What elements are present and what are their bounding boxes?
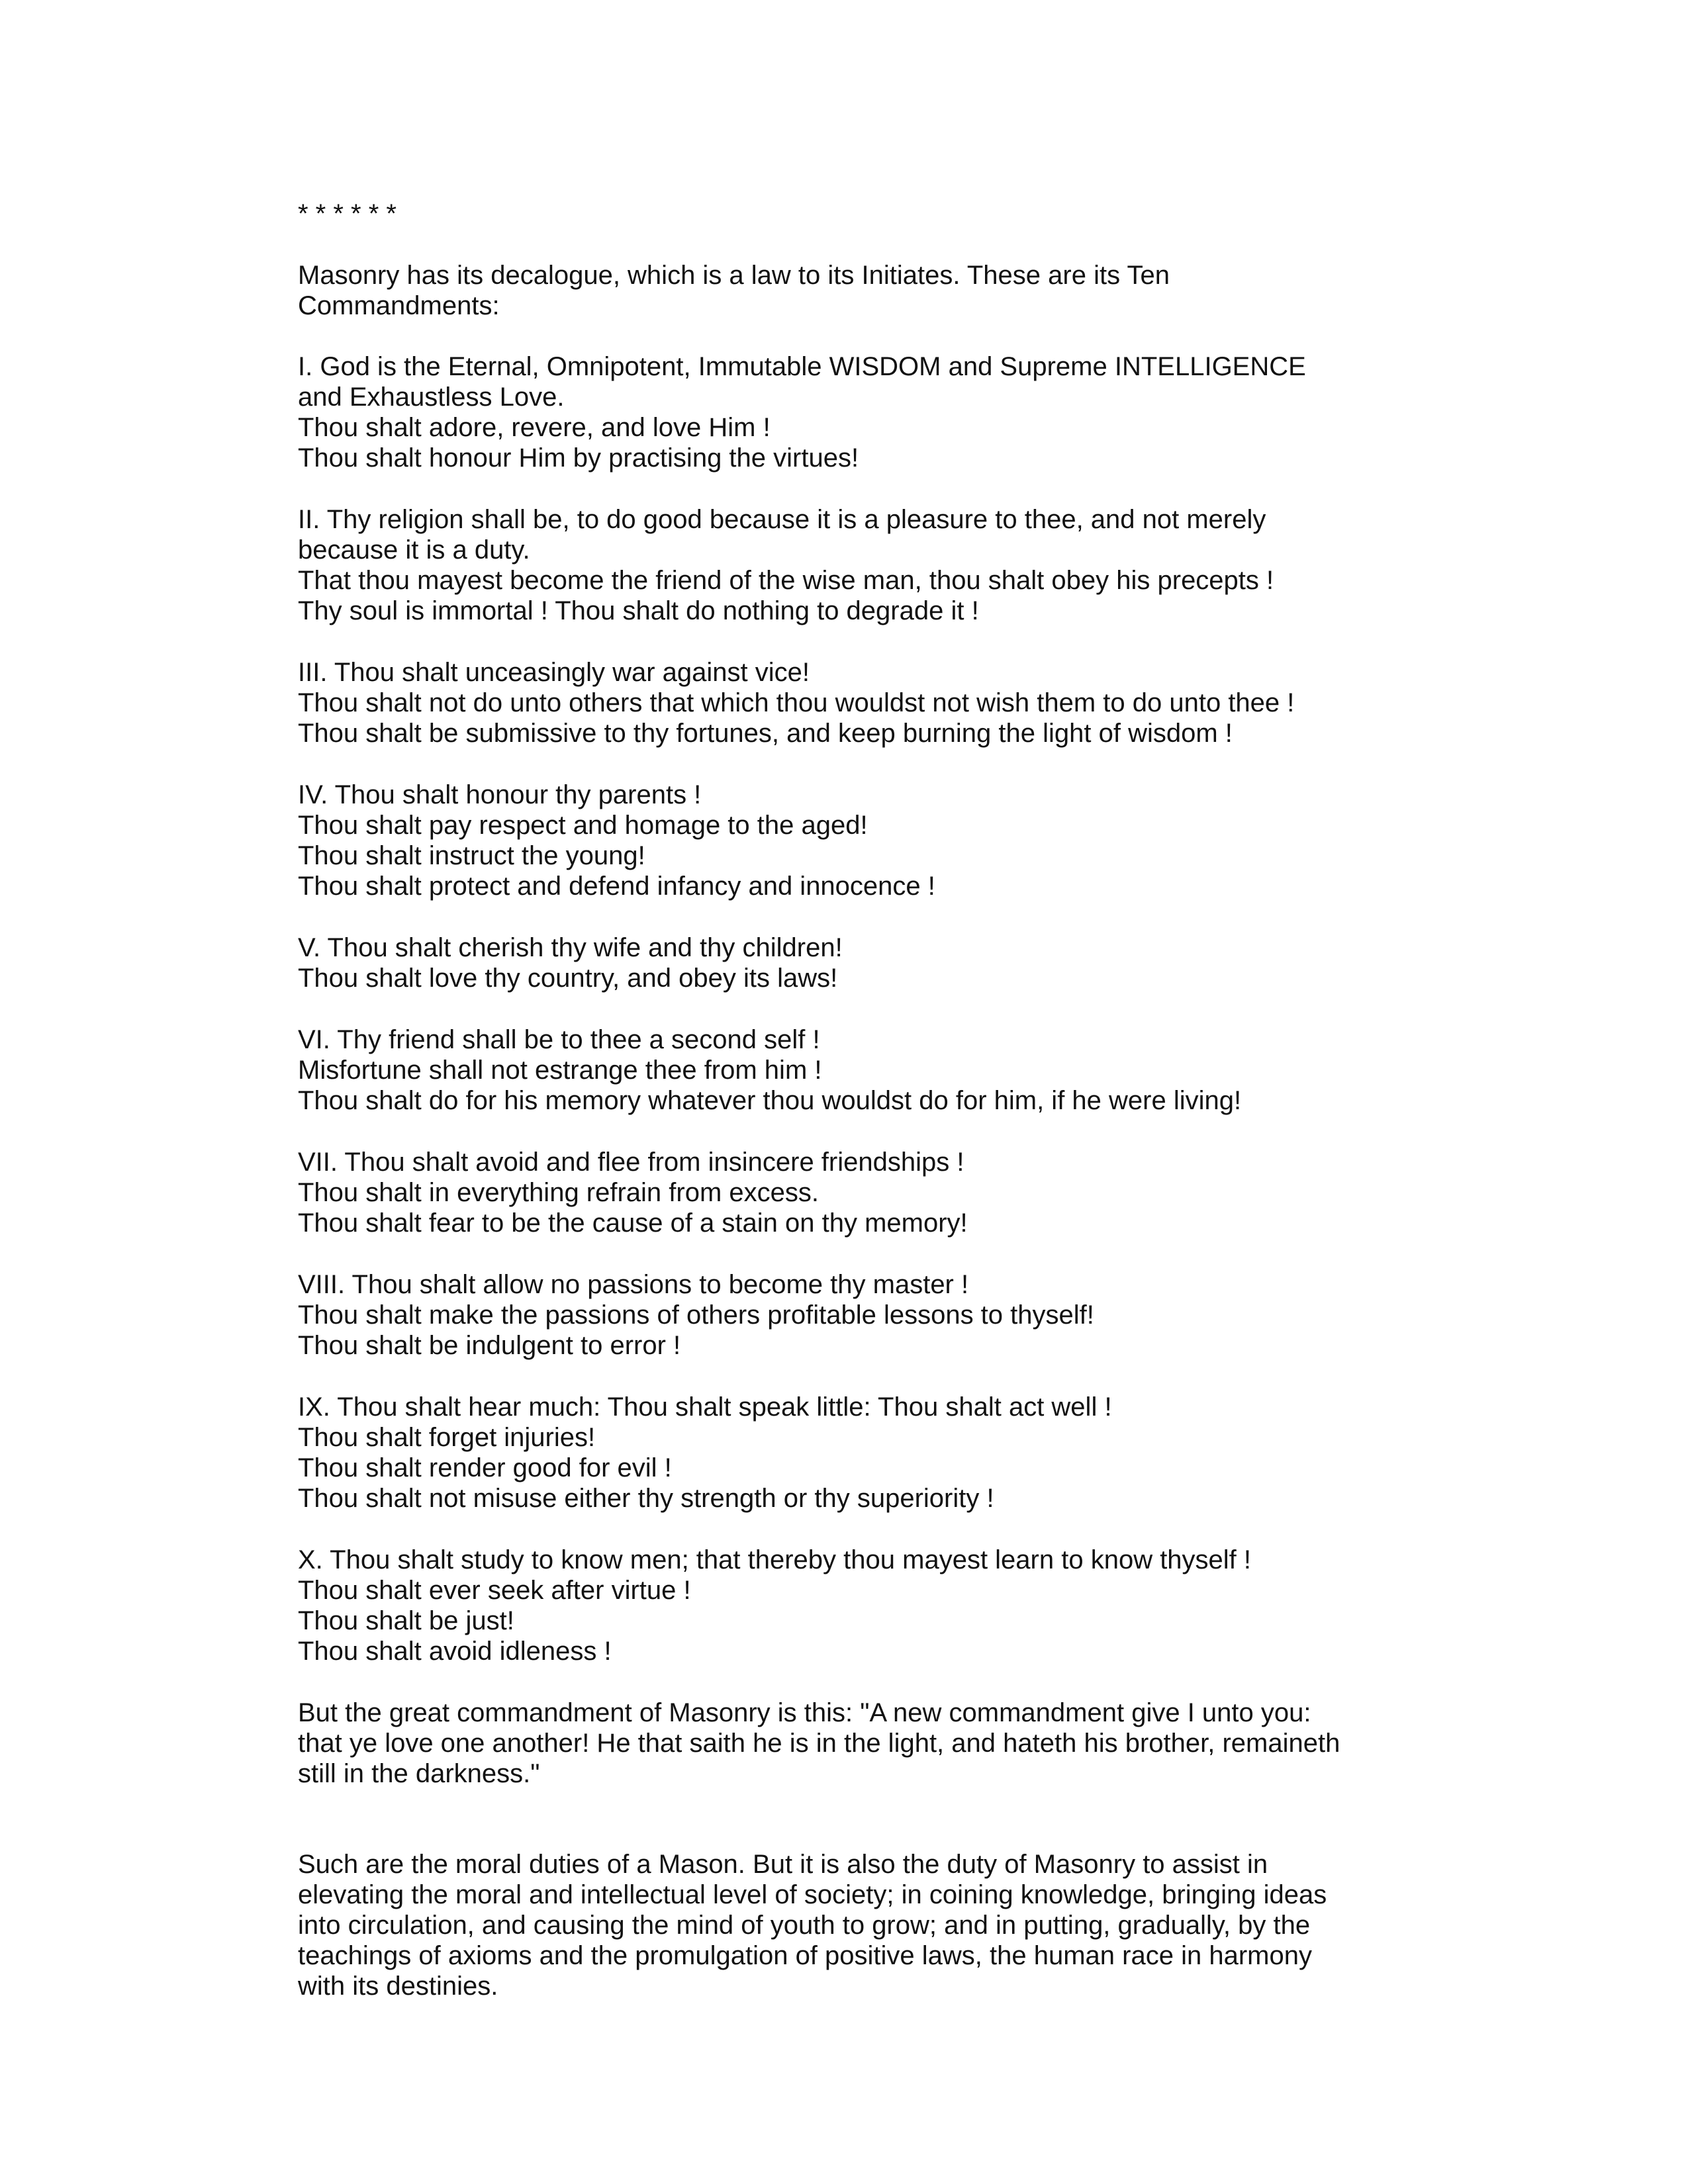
commandment-line: Thou shalt avoid idleness ! bbox=[298, 1637, 612, 1666]
commandment-10 bbox=[298, 1545, 1423, 1666]
commandment-line: Thou shalt do for his memory whatever thou wouldst do for him, if he were living! bbox=[298, 1086, 1242, 1115]
commandment-line: Thou shalt be indulgent to error ! bbox=[298, 1331, 681, 1360]
closing-line: Such are the moral duties of a Mason. But it is also the duty of Masonry to assist in bbox=[298, 1850, 1268, 1879]
commandment-line: Thou shalt make the passions of others profitable lessons to thyself! bbox=[298, 1300, 1094, 1330]
commandment-line: Thou shalt love thy country, and obey its laws! bbox=[298, 964, 838, 993]
intro-paragraph bbox=[298, 260, 1423, 321]
great-commandment-line: that ye love one another! He that saith he is in the light, and hateth his brother, remaineth bbox=[298, 1729, 1340, 1758]
commandment-7 bbox=[298, 1147, 1423, 1238]
closing-paragraph bbox=[298, 1849, 1423, 2001]
commandment-line: Thy soul is immortal ! Thou shalt do nothing to degrade it ! bbox=[298, 596, 979, 625]
commandment-line: Thou shalt forget injuries! bbox=[298, 1423, 596, 1452]
closing-line: teachings of axioms and the promulgation of positive laws, the human race in harmony bbox=[298, 1941, 1312, 1970]
commandment-line: X. Thou shalt study to know men; that thereby thou mayest learn to know thyself ! bbox=[298, 1545, 1252, 1574]
commandment-5 bbox=[298, 933, 1423, 993]
closing-line: into circulation, and causing the mind of youth to grow; and in putting, gradually, by the bbox=[298, 1911, 1311, 1940]
commandment-line: Thou shalt be just! bbox=[298, 1606, 514, 1635]
commandment-line: VI. Thy friend shall be to thee a second self ! bbox=[298, 1025, 820, 1054]
commandment-line: Thou shalt instruct the young! bbox=[298, 841, 645, 870]
commandment-line: VII. Thou shalt avoid and flee from insincere friendships ! bbox=[298, 1148, 964, 1177]
commandment-line: because it is a duty. bbox=[298, 535, 530, 565]
commandment-1 bbox=[298, 351, 1423, 473]
commandment-line: Thou shalt in everything refrain from excess. bbox=[298, 1178, 820, 1207]
commandment-line: Misfortune shall not estrange thee from him ! bbox=[298, 1056, 822, 1085]
great-commandment-line: still in the darkness." bbox=[298, 1759, 540, 1788]
commandment-4 bbox=[298, 780, 1423, 901]
commandment-line: VIII. Thou shalt allow no passions to become thy master ! bbox=[298, 1270, 969, 1299]
commandment-6 bbox=[298, 1024, 1423, 1116]
commandment-line: That thou mayest become the friend of the wise man, thou shalt obey his precepts ! bbox=[298, 566, 1274, 595]
closing-line: with its destinies. bbox=[298, 1972, 498, 2001]
commandment-8 bbox=[298, 1269, 1423, 1361]
separator-line bbox=[298, 199, 1423, 229]
commandment-line: Thou shalt honour Him by practising the virtues! bbox=[298, 443, 859, 473]
commandment-9 bbox=[298, 1392, 1423, 1514]
commandment-line: Thou shalt render good for evil ! bbox=[298, 1453, 672, 1482]
commandment-line: III. Thou shalt unceasingly war against vice! bbox=[298, 658, 810, 687]
commandment-line: Thou shalt protect and defend infancy and innocence ! bbox=[298, 872, 935, 901]
separator: * * * * * * bbox=[298, 199, 397, 228]
commandment-line: V. Thou shalt cherish thy wife and thy children! bbox=[298, 933, 843, 962]
intro-line: Commandments: bbox=[298, 291, 500, 320]
commandment-line: and Exhaustless Love. bbox=[298, 383, 565, 412]
commandment-line: Thou shalt be submissive to thy fortunes, and keep burning the light of wisdom ! bbox=[298, 719, 1233, 748]
commandment-line: Thou shalt fear to be the cause of a stain on thy memory! bbox=[298, 1208, 968, 1238]
commandment-line: Thou shalt adore, revere, and love Him ! bbox=[298, 413, 771, 442]
commandment-line: I. God is the Eternal, Omnipotent, Immutable WISDOM and Supreme INTELLIGENCE bbox=[298, 352, 1306, 381]
commandment-line: IV. Thou shalt honour thy parents ! bbox=[298, 780, 702, 809]
commandment-line: Thou shalt not misuse either thy strength or thy superiority ! bbox=[298, 1484, 994, 1513]
commandment-2 bbox=[298, 504, 1423, 626]
intro-line: Masonry has its decalogue, which is a law to its Initiates. These are its Ten bbox=[298, 261, 1170, 290]
commandment-line: Thou shalt not do unto others that which thou wouldst not wish them to do unto thee ! bbox=[298, 688, 1295, 717]
great-commandment-line: But the great commandment of Masonry is this: "A new commandment give I unto you: bbox=[298, 1698, 1311, 1727]
commandment-line: II. Thy religion shall be, to do good because it is a pleasure to thee, and not merely bbox=[298, 505, 1266, 534]
commandment-line: Thou shalt pay respect and homage to the aged! bbox=[298, 811, 868, 840]
closing-line: elevating the moral and intellectual level of society; in coining knowledge, bringing ideas bbox=[298, 1880, 1327, 1909]
commandment-line: Thou shalt ever seek after virtue ! bbox=[298, 1576, 691, 1605]
commandment-3 bbox=[298, 657, 1423, 749]
great-commandment-paragraph bbox=[298, 1698, 1423, 1789]
commandment-line: IX. Thou shalt hear much: Thou shalt speak little: Thou shalt act well ! bbox=[298, 1392, 1112, 1422]
